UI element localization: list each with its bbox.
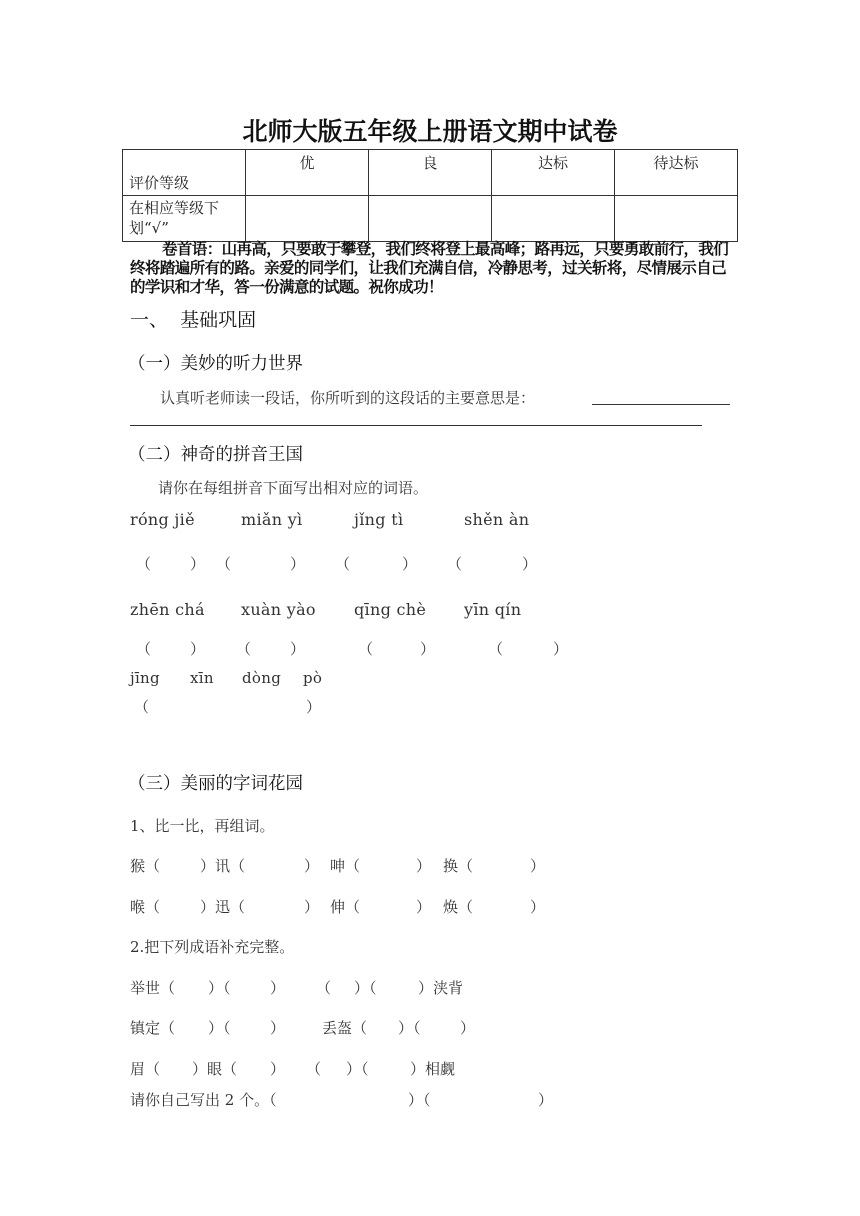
idiom-item: 镇定（ [130, 1019, 176, 1037]
answer-paren-close: ） [402, 555, 418, 573]
answer-paren-close: ） [306, 698, 322, 716]
compare-item: ） [530, 898, 546, 916]
q1-instruction: 1、比一比，再组词。 [130, 817, 275, 835]
grade-table [122, 149, 738, 242]
part3-heading: （三）美丽的字词花园 [128, 774, 303, 794]
compare-item: 呻（ [330, 857, 361, 875]
compare-item: ）迅（ [200, 898, 246, 916]
compare-item: ） [530, 857, 546, 875]
answer-paren-open: （ [216, 555, 232, 573]
grade-good: 良 [369, 150, 492, 196]
pinyin-word: róng jiě [130, 510, 195, 529]
answer-paren-open: （ [488, 640, 504, 658]
idiom-item: 眉（ [130, 1060, 161, 1078]
write-two-mid: ）（ [408, 1091, 431, 1109]
mark-cell[interactable] [369, 196, 492, 242]
part1-instruction: 认真听老师读一段话，你所听到的这段话的主要意思是： [160, 389, 536, 407]
idiom-item: ） [270, 1019, 286, 1037]
answer-paren-close: ） [190, 555, 206, 573]
section-heading: 一、 基础巩固 [130, 309, 257, 331]
idiom-item: ）（ [346, 1060, 369, 1078]
answer-line[interactable] [130, 425, 702, 426]
intro-text: 卷首语：山再高，只要敢于攀登，我们终将登上最高峰；路再远，只要勇敢前行，我们终将踏遍所有的路。亲爱的同学们，让我们充满自信，冷静思考，过关斩将，尽情展示自己的学识和才华，答一份满意的试题。祝你成功！ [130, 240, 729, 296]
part1-heading: （一）美妙的听力世界 [128, 354, 303, 374]
idiom-item: （ [316, 979, 332, 997]
idiom-item: ）（ [398, 1019, 421, 1037]
mark-cell[interactable] [492, 196, 615, 242]
pinyin-word: jǐng tì [354, 510, 404, 529]
idiom-item: ）（ [354, 979, 377, 997]
idiom-item: ） [270, 1060, 286, 1078]
idiom-item: ）（ [208, 979, 231, 997]
compare-item: 猴（ [130, 857, 161, 875]
write-two-end: ） [538, 1091, 554, 1109]
answer-paren-close: ） [190, 640, 206, 658]
compare-item: 喉（ [130, 898, 161, 916]
mark-cell[interactable] [246, 196, 369, 242]
part2-heading: （二）神奇的拼音王国 [128, 445, 303, 465]
pinyin-word: shěn àn [464, 510, 530, 529]
pinyin-word: yīn qín [464, 600, 522, 619]
answer-paren-open: （ [447, 555, 463, 573]
compare-item: ） [416, 857, 432, 875]
idiom-item: ）眼（ [192, 1060, 238, 1078]
idiom-item: ）相觑 [410, 1060, 456, 1078]
grade-label-cell: 评价等级 [123, 150, 246, 196]
idiom-item: ） [270, 979, 286, 997]
grade-pass: 达标 [492, 150, 615, 196]
grade-excellent: 优 [246, 150, 369, 196]
compare-item: ） [304, 898, 320, 916]
compare-item: 换（ [443, 857, 474, 875]
pinyin-word: xuàn yào [241, 600, 316, 619]
write-two-label: 请你自己写出 2 个。（ [130, 1091, 277, 1109]
idiom-item: ）（ [208, 1019, 231, 1037]
answer-paren-close: ） [290, 640, 306, 658]
answer-paren-close: ） [420, 640, 436, 658]
answer-paren-open: （ [335, 555, 351, 573]
q2-instruction: 2.把下列成语补充完整。 [130, 938, 295, 956]
answer-paren-close: ） [290, 555, 306, 573]
compare-item: ） [416, 898, 432, 916]
idiom-item: 举世（ [130, 979, 176, 997]
answer-paren-open: （ [136, 555, 152, 573]
answer-paren-open: （ [134, 698, 150, 716]
compare-item: 伸（ [330, 898, 361, 916]
page-title: 北师大版五年级上册语文期中试卷 [242, 117, 618, 146]
idiom-item: 丢盔（ [322, 1019, 368, 1037]
pinyin-syllable: jīng [130, 669, 160, 687]
idiom-item: ） [460, 1019, 476, 1037]
answer-paren-open: （ [236, 640, 252, 658]
compare-item: 焕（ [443, 898, 474, 916]
pinyin-syllable: xīn [190, 669, 214, 687]
answer-paren-open: （ [136, 640, 152, 658]
grade-needs-work: 待达标 [615, 150, 738, 196]
answer-line[interactable] [592, 404, 730, 405]
idiom-item: ）浃背 [418, 979, 464, 997]
idiom-item: （ [306, 1060, 322, 1078]
pinyin-word: qīng chè [354, 600, 427, 619]
compare-item: ）讯（ [200, 857, 246, 875]
mark-cell[interactable] [615, 196, 738, 242]
pinyin-syllable: pò [303, 669, 323, 687]
answer-paren-close: ） [553, 640, 569, 658]
pinyin-word: miǎn yì [241, 510, 303, 529]
pinyin-word: zhēn chá [130, 600, 205, 619]
answer-paren-open: （ [358, 640, 374, 658]
compare-item: ） [304, 857, 320, 875]
part2-instruction: 请你在每组拼音下面写出相对应的词语。 [158, 479, 429, 497]
mark-instruction-cell: 在相应等级下划“√” [123, 196, 246, 242]
answer-paren-close: ） [522, 555, 538, 573]
pinyin-syllable: dòng [242, 669, 282, 687]
